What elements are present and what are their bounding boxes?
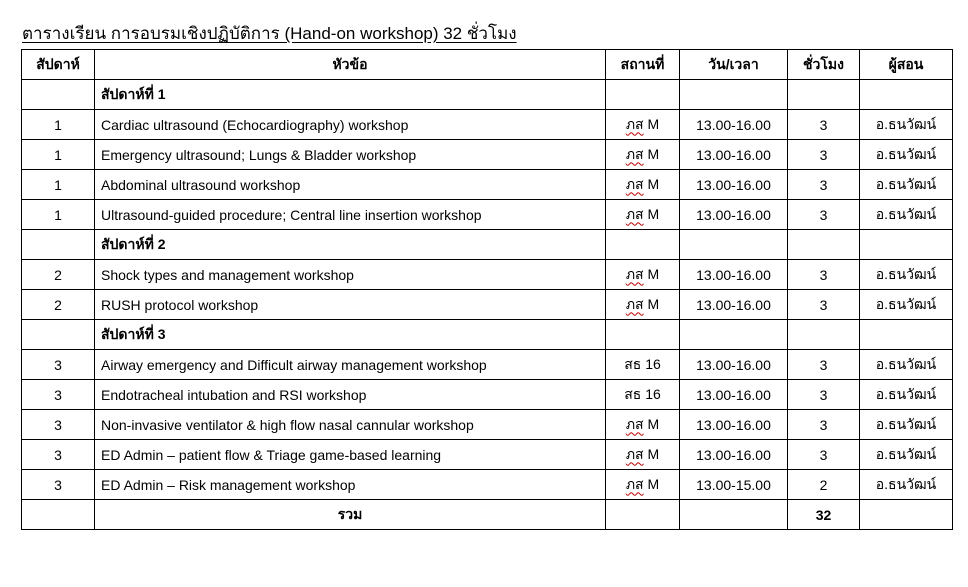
empty-cell	[22, 230, 95, 260]
header-week: สัปดาห์	[22, 50, 95, 80]
place-main: สธ	[624, 385, 642, 402]
empty-cell	[860, 500, 953, 530]
table-row	[22, 140, 953, 170]
empty-cell	[860, 230, 953, 260]
instructor-cell: อ.ธนวัฒน์	[860, 380, 953, 410]
place-suffix: M	[647, 415, 660, 432]
instructor-cell: อ.ธนวัฒน์	[860, 410, 953, 440]
time-cell: 13.00-16.00	[680, 140, 788, 170]
week-cell: 3	[22, 380, 95, 410]
topic-cell: Endotracheal intubation and RSI workshop	[95, 380, 606, 410]
hours-cell: 3	[788, 350, 860, 380]
place-cell	[606, 380, 680, 410]
place-cell	[606, 140, 680, 170]
table-row	[22, 110, 953, 140]
empty-cell	[680, 230, 788, 260]
place-main: ภส	[625, 145, 644, 162]
empty-cell	[788, 230, 860, 260]
time-cell: 13.00-16.00	[680, 440, 788, 470]
week-cell: 2	[22, 260, 95, 290]
table-row	[22, 350, 953, 380]
week-label: สัปดาห์ที่ 3	[95, 320, 606, 350]
empty-cell	[860, 80, 953, 110]
table-row	[22, 380, 953, 410]
empty-cell	[606, 320, 680, 350]
hours-cell: 3	[788, 200, 860, 230]
place-main: ภส	[625, 445, 644, 462]
empty-cell	[680, 500, 788, 530]
time-cell: 13.00-16.00	[680, 170, 788, 200]
header-hours: ชั่วโมง	[788, 50, 860, 80]
instructor-cell: อ.ธนวัฒน์	[860, 200, 953, 230]
empty-cell	[606, 500, 680, 530]
topic-cell: Shock types and management workshop	[95, 260, 606, 290]
week-cell: 1	[22, 140, 95, 170]
week-cell: 3	[22, 470, 95, 500]
time-cell: 13.00-16.00	[680, 380, 788, 410]
place-main: ภส	[625, 415, 644, 432]
table-row	[22, 410, 953, 440]
topic-cell: Airway emergency and Difficult airway management workshop	[95, 350, 606, 380]
place-suffix: M	[647, 475, 660, 492]
total-label: รวม	[95, 500, 606, 530]
hours-cell: 3	[788, 290, 860, 320]
week-cell: 3	[22, 410, 95, 440]
place-cell	[606, 170, 680, 200]
place-cell	[606, 260, 680, 290]
header-topic: หัวข้อ	[95, 50, 606, 80]
empty-cell	[606, 230, 680, 260]
hours-cell: 2	[788, 470, 860, 500]
week-label: สัปดาห์ที่ 1	[95, 80, 606, 110]
document-title: ตารางเรียน การอบรมเชิงปฏิบัติการ (Hand-on workshop) 32 ชั่วโมง	[22, 24, 517, 43]
empty-cell	[788, 80, 860, 110]
instructor-cell: อ.ธนวัฒน์	[860, 170, 953, 200]
schedule-table	[21, 49, 953, 530]
place-cell	[606, 440, 680, 470]
topic-cell: Ultrasound-guided procedure; Central line insertion workshop	[95, 200, 606, 230]
hours-cell: 3	[788, 140, 860, 170]
topic-cell: ED Admin – patient flow & Triage game-based learning	[95, 440, 606, 470]
place-suffix: M	[647, 115, 660, 132]
place-cell	[606, 110, 680, 140]
empty-cell	[22, 80, 95, 110]
topic-cell: RUSH protocol workshop	[95, 290, 606, 320]
instructor-cell: อ.ธนวัฒน์	[860, 470, 953, 500]
empty-cell	[22, 320, 95, 350]
week-cell: 2	[22, 290, 95, 320]
place-suffix: 16	[645, 355, 661, 372]
hours-cell: 3	[788, 440, 860, 470]
place-cell	[606, 290, 680, 320]
topic-cell: Abdominal ultrasound workshop	[95, 170, 606, 200]
instructor-cell: อ.ธนวัฒน์	[860, 260, 953, 290]
time-cell: 13.00-16.00	[680, 260, 788, 290]
hours-cell: 3	[788, 410, 860, 440]
time-cell: 13.00-16.00	[680, 110, 788, 140]
header-place: สถานที่	[606, 50, 680, 80]
week-label: สัปดาห์ที่ 2	[95, 230, 606, 260]
place-main: สธ	[624, 355, 642, 372]
place-cell	[606, 350, 680, 380]
place-suffix: M	[647, 295, 660, 312]
total-row	[22, 500, 953, 530]
place-main: ภส	[625, 295, 644, 312]
table-row	[22, 290, 953, 320]
table-row	[22, 200, 953, 230]
place-suffix: M	[647, 445, 660, 462]
time-cell: 13.00-16.00	[680, 350, 788, 380]
place-main: ภส	[625, 205, 644, 222]
table-row	[22, 440, 953, 470]
table-row	[22, 170, 953, 200]
week-header-row	[22, 80, 953, 110]
empty-cell	[680, 320, 788, 350]
header-datetime: วัน/เวลา	[680, 50, 788, 80]
topic-cell: Non-invasive ventilator & high flow nasal cannular workshop	[95, 410, 606, 440]
week-cell: 1	[22, 200, 95, 230]
hours-cell: 3	[788, 170, 860, 200]
empty-cell	[680, 80, 788, 110]
hours-cell: 3	[788, 110, 860, 140]
time-cell: 13.00-16.00	[680, 410, 788, 440]
topic-cell: ED Admin – Risk management workshop	[95, 470, 606, 500]
instructor-cell: อ.ธนวัฒน์	[860, 440, 953, 470]
instructor-cell: อ.ธนวัฒน์	[860, 290, 953, 320]
total-hours: 32	[788, 500, 860, 530]
week-header-row	[22, 320, 953, 350]
place-main: ภส	[625, 475, 644, 492]
place-suffix: 16	[645, 385, 661, 402]
place-suffix: M	[647, 145, 660, 162]
instructor-cell: อ.ธนวัฒน์	[860, 140, 953, 170]
empty-cell	[788, 320, 860, 350]
week-cell: 3	[22, 350, 95, 380]
week-header-row	[22, 230, 953, 260]
topic-cell: Emergency ultrasound; Lungs & Bladder workshop	[95, 140, 606, 170]
empty-cell	[860, 320, 953, 350]
time-cell: 13.00-16.00	[680, 290, 788, 320]
time-cell: 13.00-15.00	[680, 470, 788, 500]
week-cell: 1	[22, 110, 95, 140]
week-cell: 3	[22, 440, 95, 470]
hours-cell: 3	[788, 260, 860, 290]
hours-cell: 3	[788, 380, 860, 410]
table-row	[22, 260, 953, 290]
place-cell	[606, 410, 680, 440]
header-row	[22, 50, 953, 80]
place-suffix: M	[647, 205, 660, 222]
instructor-cell: อ.ธนวัฒน์	[860, 110, 953, 140]
place-main: ภส	[625, 265, 644, 282]
header-instructor: ผู้สอน	[860, 50, 953, 80]
week-cell: 1	[22, 170, 95, 200]
place-suffix: M	[647, 265, 660, 282]
table-row	[22, 470, 953, 500]
place-suffix: M	[647, 175, 660, 192]
place-main: ภส	[625, 175, 644, 192]
empty-cell	[22, 500, 95, 530]
instructor-cell: อ.ธนวัฒน์	[860, 350, 953, 380]
topic-cell: Cardiac ultrasound (Echocardiography) workshop	[95, 110, 606, 140]
place-cell	[606, 200, 680, 230]
place-main: ภส	[625, 115, 644, 132]
place-cell	[606, 470, 680, 500]
time-cell: 13.00-16.00	[680, 200, 788, 230]
empty-cell	[606, 80, 680, 110]
